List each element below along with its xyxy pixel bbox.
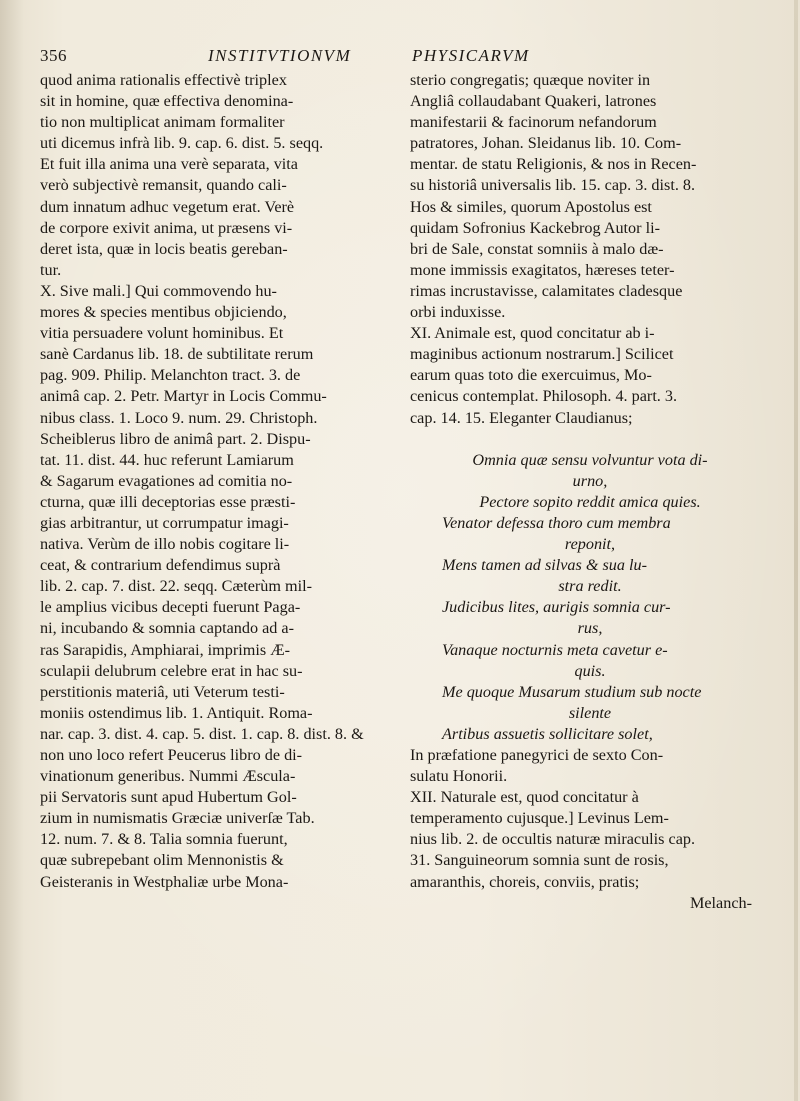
- text-line: sterio congregatis; quæque noviter in: [410, 71, 651, 89]
- text-line: tio non multiplicat animam formaliter: [40, 113, 285, 132]
- text-line: de corpore exivit anima, ut præsens vi-: [40, 218, 293, 237]
- text-line: maginibus actionum nostrarum.] Scilicet: [410, 345, 674, 364]
- verse-line: Venator defessa thoro cum membra: [442, 513, 671, 532]
- text-line: dum innatum adhuc vegetum erat. Verè: [40, 197, 295, 216]
- text-line: Hos & similes, quorum Apostolus est: [410, 197, 652, 216]
- verse-line: Judicibus lites, aurigis somnia cur-: [442, 598, 671, 617]
- text-line: mone immissis exagitatos, hæreses teter-: [410, 260, 675, 279]
- text-line: gias arbitrantur, ut corrumpatur imagi-: [40, 513, 289, 532]
- running-head-left: INSTITVTIONVM: [208, 46, 352, 65]
- text-line: cturna, quæ illi deceptorias esse præsti-: [40, 492, 296, 511]
- verse-line: quis.: [574, 661, 606, 680]
- text-line: Geisteranis in Westphaliæ urbe Mona-: [40, 872, 289, 891]
- verse-line: silente: [568, 703, 612, 722]
- text-line: ras Sarapidis, Amphiarai, imprimis Æ-: [40, 640, 290, 659]
- text-line: ni, incubando & somnia captando ad a-: [40, 619, 294, 638]
- text-line: tur.: [40, 260, 62, 279]
- text-line: cenicus contemplat. Philosoph. 4. part. 3.: [410, 387, 678, 406]
- text-line: temperamento cujusque.] Levinus Lem-: [410, 809, 669, 828]
- text-line: quæ subrepebant olim Mennonistis &: [40, 851, 284, 870]
- text-line: pag. 909. Philip. Melanchton tract. 3. de: [40, 366, 301, 385]
- text-line: sulatu Honorii.: [410, 767, 508, 786]
- text-line: perstitionis materiâ, uti Veterum testi-: [40, 682, 285, 701]
- text-line: quod anima rationalis effectivè triplex: [40, 71, 287, 89]
- text-line: bri de Sale, constat somniis à malo dæ-: [410, 239, 664, 258]
- spine-shadow: [0, 0, 24, 1101]
- text-line: nius lib. 2. de occultis naturæ miraculis cap.: [410, 830, 696, 849]
- text-line: moniis ostendimus lib. 1. Antiquit. Roma-: [40, 703, 313, 722]
- running-head-right: PHYSICARVM: [412, 46, 530, 65]
- text-line: Angliâ collaudabant Quakeri, latrones: [410, 92, 657, 111]
- text-line: pii Servatoris sunt apud Hubertum Gol-: [40, 788, 297, 807]
- verse-line: reponit,: [564, 535, 616, 554]
- text-line: zium in numismatis Græciæ univerſæ Tab.: [40, 809, 315, 828]
- text-line: earum quas toto die exercuimus, Mo-: [410, 366, 652, 385]
- page-edge: [794, 0, 798, 1101]
- text-line: nibus class. 1. Loco 9. num. 29. Christoph.: [40, 408, 318, 427]
- text-line: le amplius vicibus decepti fuerunt Paga-: [40, 598, 301, 617]
- text-line: vinationum generibus. Nummi Æscula-: [40, 767, 296, 786]
- text-line: Scheiblerus libro de animâ part. 2. Dispu-: [40, 429, 311, 448]
- text-line: & Sagarum evagationes ad comitia no-: [40, 471, 293, 490]
- text-line: animâ cap. 2. Petr. Martyr in Locis Commu-: [40, 387, 327, 406]
- text-line: nar. cap. 3. dist. 4. cap. 5. dist. 1. cap. 8. dist. 8. &: [40, 724, 364, 743]
- verse-line: Artibus assuetis sollicitare solet,: [442, 724, 653, 743]
- verse-line: Vanaque nocturnis meta cavetur e-: [442, 640, 668, 659]
- verse-line: Omnia quæ sensu volvuntur vota di-: [472, 450, 708, 469]
- text-line: X. Sive mali.] Qui commovendo hu-: [40, 281, 277, 300]
- text-line: Et fuit illa anima una verè separata, vita: [40, 155, 298, 174]
- text-line: sculapii delubrum celebre erat in hac su-: [40, 661, 303, 680]
- text-line: quidam Sofronius Kackebrog Autor li-: [410, 218, 660, 237]
- text-line: patratores, Johan. Sleidanus lib. 10. Com-: [410, 134, 682, 153]
- text-line: su historiâ universalis lib. 15. cap. 3. dist. 8.: [410, 176, 696, 195]
- verse-line: Pectore sopito reddit amica quies.: [479, 492, 701, 511]
- running-header: [30, 44, 775, 70]
- text-line: 12. num. 7. & 8. Talia somnia fuerunt,: [40, 830, 288, 849]
- catchword: Melanch-: [689, 893, 752, 912]
- text-line: nativa. Verùm de illo nobis cogitare li-: [40, 535, 290, 554]
- text-line: amaranthis, choreis, conviis, pratis;: [410, 872, 640, 891]
- text-line: [410, 429, 770, 450]
- left-text-column: [40, 70, 402, 893]
- text-line: vitia persuadere volunt hominibus. Et: [40, 324, 284, 343]
- text-line: mentar. de statu Religionis, & nos in Recen-: [410, 155, 697, 174]
- text-line: XII. Naturale est, quod concitatur à: [410, 788, 639, 807]
- text-line: rimas incrustavisse, calamitates cladesque: [410, 281, 683, 300]
- text-line: orbi induxisse.: [410, 303, 506, 322]
- text-line: uti dicemus infrà lib. 9. cap. 6. dist. 5. seqq.: [40, 134, 324, 153]
- verse-line: urno,: [572, 471, 608, 490]
- page-number: 356: [40, 46, 67, 65]
- text-line: non uno loco refert Peucerus libro de di-: [40, 746, 303, 764]
- text-line: sanè Cardanus lib. 18. de subtilitate rerum: [40, 345, 314, 364]
- text-line: verò subjectivè remansit, quando cali-: [40, 176, 287, 195]
- verse-line: stra redit.: [558, 577, 622, 596]
- text-line: deret ista, quæ in locis beatis gereban-: [40, 239, 288, 258]
- text-line: XI. Animale est, quod concitatur ab i-: [410, 324, 655, 343]
- text-line: manifestarii & facinorum nefandorum: [410, 113, 657, 132]
- text-line: tat. 11. dist. 44. huc referunt Lamiarum: [40, 450, 294, 469]
- text-line: cap. 14. 15. Eleganter Claudianus;: [410, 408, 633, 427]
- verse-line: Me quoque Musarum studium sub nocte: [442, 682, 702, 701]
- text-line: 31. Sanguineorum somnia sunt de rosis,: [410, 851, 669, 870]
- verse-line: Mens tamen ad silvas & sua lu-: [442, 556, 648, 575]
- verse-line: rus,: [577, 619, 603, 638]
- text-line: ceat, & contrarium defendimus suprà: [40, 556, 281, 575]
- right-text-column: [410, 70, 770, 914]
- text-line: sit in homine, quæ effectiva denomina-: [40, 92, 294, 111]
- text-line: In præfatione panegyrici de sexto Con-: [410, 746, 664, 764]
- text-line: mores & species mentibus objiciendo,: [40, 303, 287, 322]
- text-line: lib. 2. cap. 7. dist. 22. seqq. Cæterùm mil-: [40, 577, 313, 596]
